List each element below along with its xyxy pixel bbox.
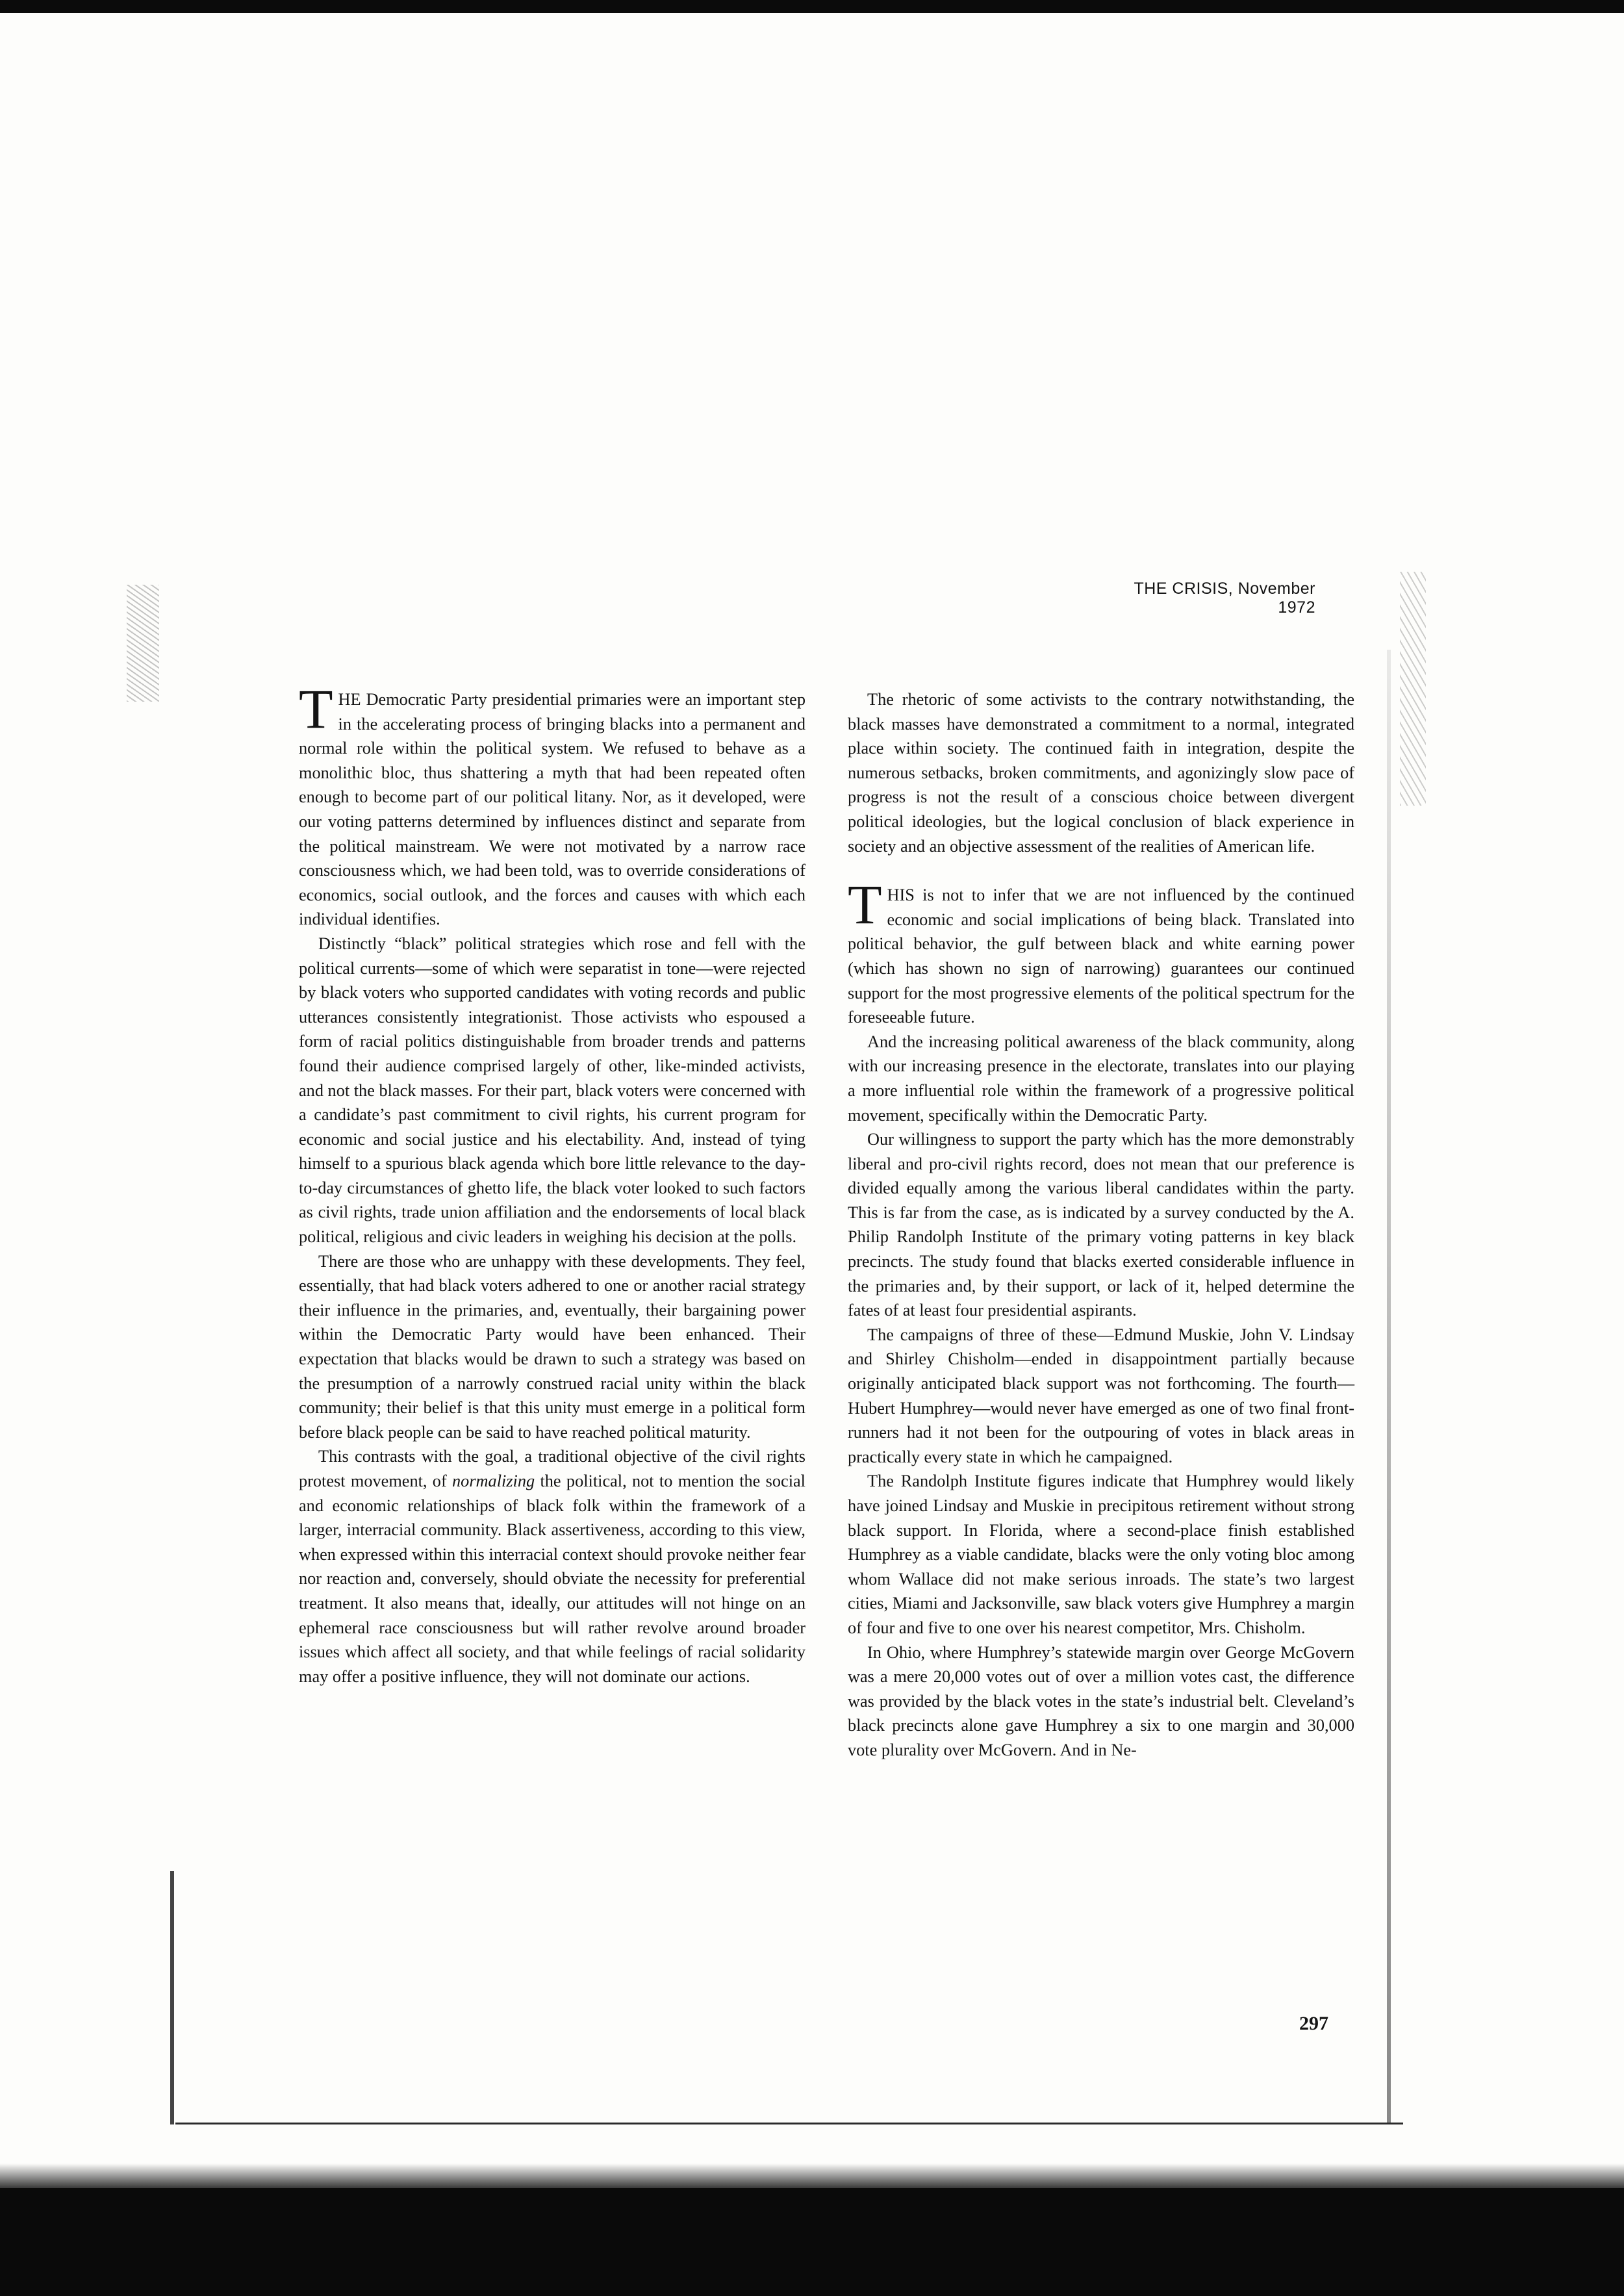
drop-cap: T (848, 873, 882, 936)
paragraph-2: Distinctly “black” political strategies which rose and fell with the political currents—some of which were separatist in tone—were rejected by black voters who supported candidates with voting records and public utterances consistently integrationist. Those activists who espoused a form of racial politics distinguishable from broader trends and patterns found their audience comprised largely of other, like-minded activists, and not the black masses. For their part, black voters were concerned with a candidate’s past commitment to civil rights, his current program for economic and social justice and his electability. And, instead of tying himself to a spurious black agenda which bore little relevance to the day-to-day circumstances of ghetto life, the black voter looked to such factors as civil rights, trade union affiliation and the endorsements of local black political, religious and civic leaders in weighing his decision at the polls. (299, 934, 806, 1247)
scan-speckle-left (127, 585, 159, 702)
paragraph-text: This contrasts with the goal, a traditional objective of the civil rights protest movement, of (299, 1447, 806, 1490)
paragraph-9: The campaigns of three of these—Edmund Muskie, John V. Lindsay and Shirley Chisholm—ended in disappointment partially because originally anticipated black support was not forthcoming. The fourth—Hubert Humphrey—would never have emerged as one of two final front-runners had it not been for the outpouring of votes in black areas in practically every state in which he campaigned. (848, 1325, 1354, 1466)
drop-cap: T (299, 678, 333, 740)
page-edge-right (1387, 650, 1391, 2124)
right-column (848, 687, 1354, 1763)
running-head: THE CRISIS, November 1972 (1134, 580, 1315, 617)
scan-shadow-bottom (0, 2163, 1624, 2189)
paragraph-3: There are those who are unhappy with these developments. They feel, essentially, that had black voters adhered to one or another racial strategy their influence in the primaries, and, eventually, their bargaining power within the Democratic Party would have been enhanced. Their expectation that blacks would be drawn to such a strategy was based on the presumption of a narrowly construed racial unity within the black community; their belief is that this unity must emerge in a political form before black people can be said to have reached political maturity. (299, 1251, 806, 1442)
paragraph-text: the political, not to mention the social and economic relationships of black folk within the framework of a larger, interracial community. Black assertiveness, according to this view, when expressed within this interracial context should provoke neither fear nor reaction and, conversely, should obviate the necessity for preferential treatment. It also means that, ideally, our attitudes will not hinge on an ephemeral race consciousness but will rather revolve around broader issues which affect all society, and that while feelings of racial solidarity may offer a positive influence, they will not dominate our actions. (299, 1472, 806, 1686)
page-bottom-rule (175, 2123, 1403, 2124)
paragraph-5: The rhetoric of some activists to the contrary notwithstanding, the black masses have demonstrated a commitment to a normal, integrated place within society. The continued faith in integration, despite the numerous setbacks, broken commitments, and agonizingly slow pace of progress is not the result of a conscious choice between divergent political ideologies, but the logical conclusion of black experience in society and an objective assessment of the realities of American life. (848, 690, 1354, 856)
page-number: 297 (1299, 2013, 1328, 2034)
paragraph-7: And the increasing political awareness of the black community, along with our increasing presence in the electorate, translates into our playing a more influential role within the framework of a progressive political movement, specifically within the Democratic Party. (848, 1032, 1354, 1125)
scan-border-bottom (0, 2188, 1624, 2296)
paragraph-6 (848, 873, 1354, 1030)
emphasis-normalizing: normalizing (452, 1472, 535, 1490)
paragraph-11: In Ohio, where Humphrey’s statewide margin over George McGovern was a mere 20,000 votes out of over a million votes cast, the difference was provided by the black votes in the state’s industrial belt. Cleveland’s black precincts alone gave Humphrey a six to one margin and 30,000 vote plurality over McGovern. And in Ne- (848, 1642, 1354, 1759)
paragraph-text: HE Democratic Party presidential primaries were an important step in the accelerating process of bringing blacks into a permanent and normal role within the political system. We refused to behave as a monolithic bloc, thus shattering a myth that had been repeated often enough to become part of our political litany. Nor, as it developed, were our voting patterns determined by influences distinct and separate from the political mainstream. We were not motivated by a narrow race consciousness which, we had been told, was to override considerations of economics, social outlook, and the forces and causes with which each individual identifies. (299, 690, 806, 929)
paragraph-text: HIS is not to infer that we are not influenced by the continued economic and social implications of being black. Translated into political behavior, the gulf between black and white earning power (which has shown no sign of narrowing) guarantees our continued support for the most progressive elements of the political spectrum for the foreseeable future. (848, 886, 1354, 1027)
left-column (299, 678, 806, 1689)
paragraph-4 (299, 1444, 806, 1689)
scan-speckle-right (1400, 572, 1426, 806)
paragraph-1 (299, 678, 806, 932)
paragraph-8: Our willingness to support the party which has the more demonstrably liberal and pro-civil rights record, does not mean that our preference is divided equally among the various liberal candidates within the party. This is far from the case, as is indicated by a survey conducted by the A. Philip Randolph Institute of the primary voting patterns in key black precincts. The study found that blacks exerted considerable influence in the primaries and, by their support, or lack of it, helped determine the fates of at least four presidential aspirants. (848, 1130, 1354, 1320)
paragraph-10: The Randolph Institute figures indicate that Humphrey would likely have joined Lindsay and Muskie in precipitous retirement without strong black support. In Florida, where a second-place finish established Humphrey as a viable candidate, blacks were the only voting bloc among whom Wallace did not make serious inroads. The state’s two largest cities, Miami and Jacksonville, saw black voters give Humphrey a margin of four and five to one over his nearest competitor, Mrs. Chisholm. (848, 1472, 1354, 1637)
scan-border-top (0, 0, 1624, 13)
page-edge-left (170, 1871, 174, 2124)
